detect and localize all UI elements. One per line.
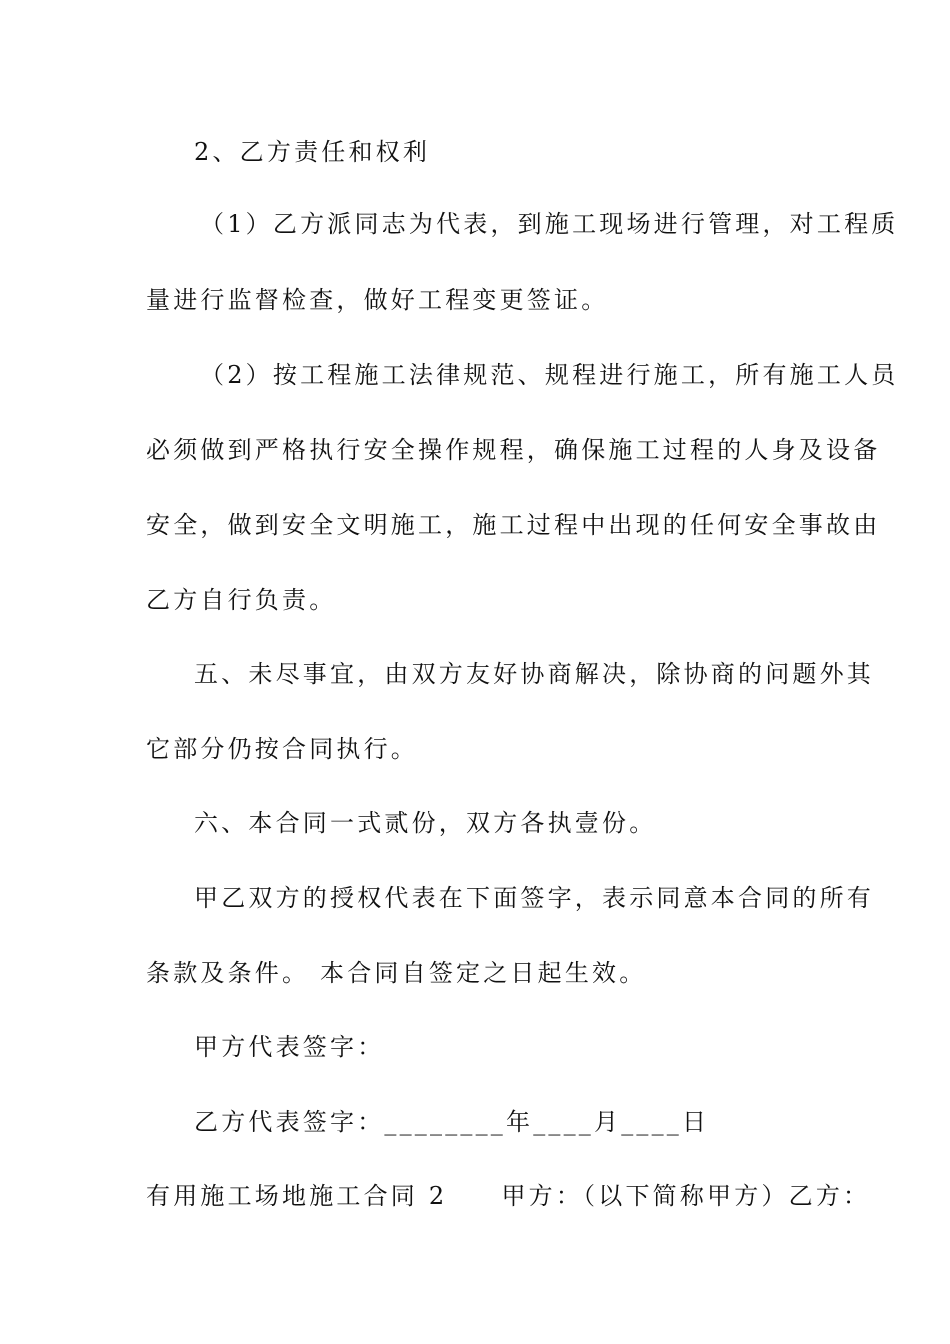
- paragraph-line: 六、本合同一式贰份，双方各执壹份。: [194, 809, 657, 837]
- paragraph-line: 乙方自行负责。: [146, 586, 337, 614]
- paragraph-line: 必须做到严格执行安全操作规程，确保施工过程的人身及设备: [146, 436, 881, 464]
- signature-line-party-a: 甲方代表签字：: [194, 1033, 385, 1061]
- paragraph-line: 甲乙双方的授权代表在下面签字，表示同意本合同的所有: [194, 884, 874, 912]
- paragraph-line: （1）乙方派同志为代表，到施工现场进行管理，对工程质: [200, 210, 899, 238]
- paragraph-line: （2）按工程施工法律规范、规程进行施工，所有施工人员: [200, 361, 899, 389]
- paragraph-line: 五、未尽事宜，由双方友好协商解决，除协商的问题外其: [194, 660, 874, 688]
- section-heading: 2、乙方责任和权利: [194, 138, 431, 166]
- next-contract-heading: 有用施工场地施工合同 2 甲方：（以下简称甲方）乙方：: [146, 1182, 871, 1210]
- paragraph-line: 条款及条件。 本合同自签定之日起生效。: [146, 959, 647, 987]
- paragraph-line: 安全，做到安全文明施工，施工过程中出现的任何安全事故由: [146, 511, 881, 539]
- paragraph-line: 它部分仍按合同执行。: [146, 735, 418, 763]
- signature-line-party-b: 乙方代表签字：________年____月____日: [194, 1108, 710, 1136]
- paragraph-line: 量进行监督检查，做好工程变更签证。: [146, 286, 609, 314]
